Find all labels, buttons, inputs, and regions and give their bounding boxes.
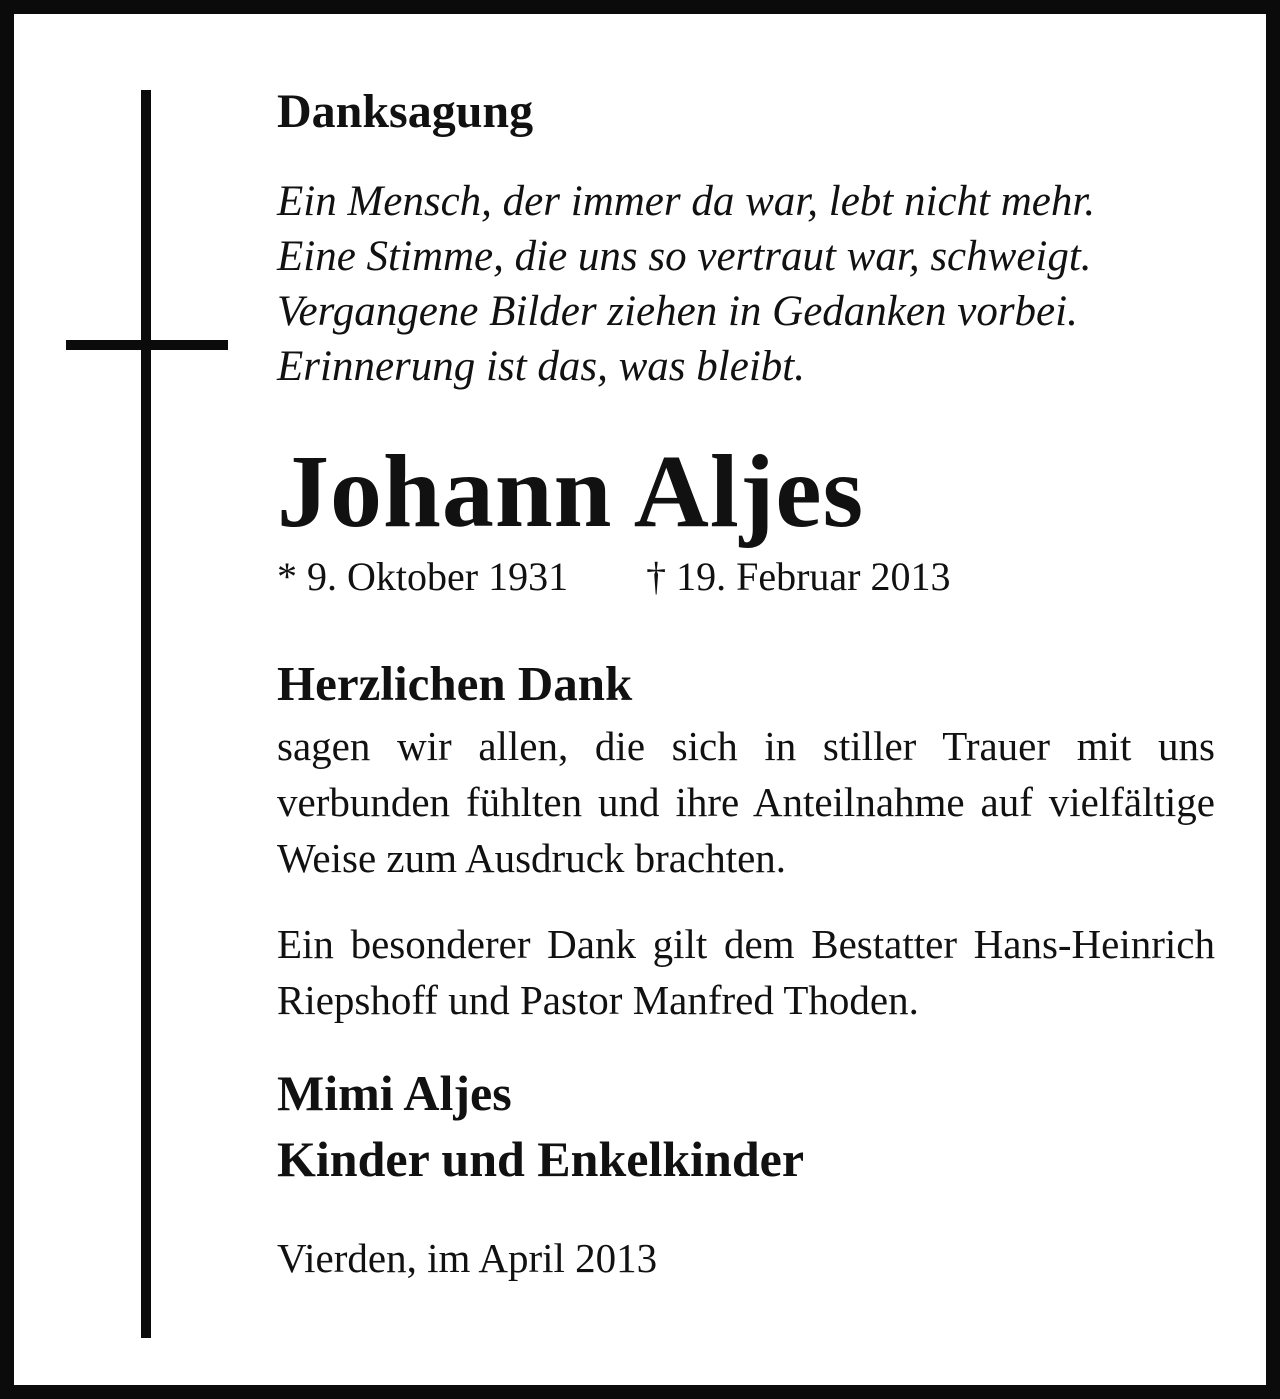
birth-date: * 9. Oktober 1931: [277, 554, 569, 599]
poem-line: Vergangene Bilder ziehen in Gedanken vorbei.: [277, 288, 1078, 335]
special-thanks-paragraph: Ein besonderer Dank gilt dem Bestatter Hans-Heinrich Riepshoff und Pastor Manfred Thoden.: [277, 921, 1215, 1023]
life-dates: [277, 552, 1215, 602]
cross-icon-vertical-bar: [141, 90, 151, 1338]
poem-line: Erinnerung ist das, was bleibt.: [277, 343, 805, 390]
poem-line: Ein Mensch, der immer da war, lebt nicht mehr.: [277, 178, 1096, 225]
poem-line: Eine Stimme, die uns so vertraut war, schweigt.: [277, 233, 1092, 280]
signers: [277, 1060, 1215, 1192]
thanks-paragraph: sagen wir allen, die sich in stiller Trauer mit uns verbunden fühlten und ihre Anteilnahme auf vielfältige Weise zum Ausdruck brachten.: [277, 723, 1215, 881]
deceased-name: Johann Aljes: [277, 434, 865, 549]
notice-title: Danksagung: [277, 85, 534, 138]
place-date: Vierden, im April 2013: [277, 1235, 658, 1281]
notice-content: [277, 80, 1215, 1284]
poem: [277, 174, 1215, 394]
signer-line: Mimi Aljes: [277, 1065, 512, 1121]
signer-line: Kinder und Enkelkinder: [277, 1131, 805, 1187]
thanks-heading: Herzlichen Dank: [277, 656, 633, 711]
death-date: † 19. Februar 2013: [646, 554, 951, 599]
cross-icon-horizontal-bar: [66, 340, 228, 350]
